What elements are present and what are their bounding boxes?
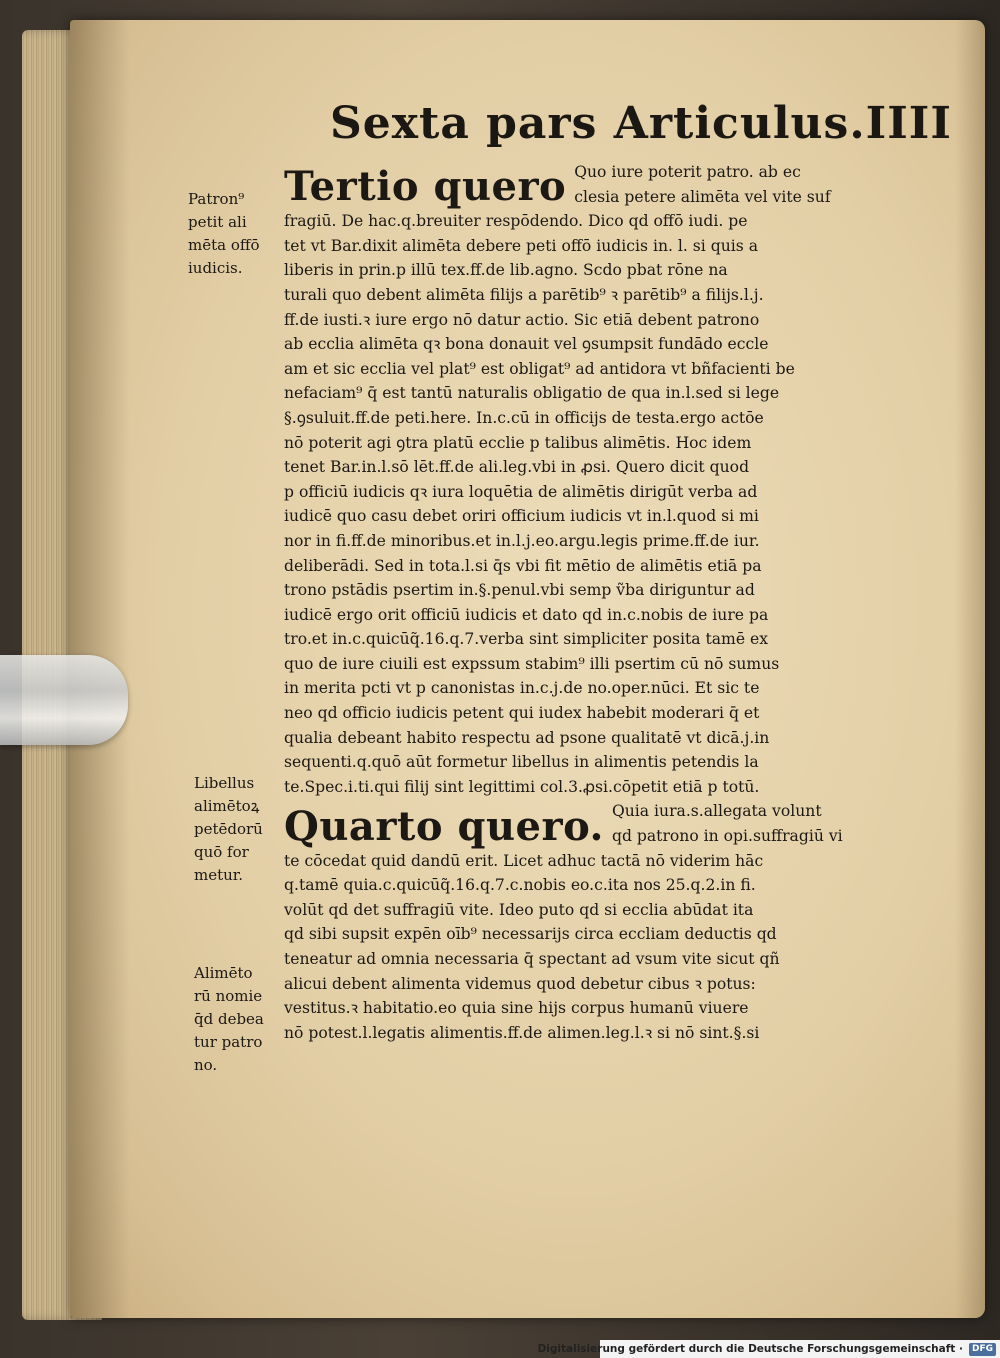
text-line: tenet Bar.in.l.sō lēt.ff.de ali.leg.vbi in ꝓsi. Quero dicit quod — [284, 458, 750, 477]
margin-note-patronus — [188, 188, 288, 280]
text-line: tro.et in.c.quicūq̃.16.q.7.verba sint simpliciter posita tamē ex — [284, 630, 769, 649]
text-line: iudicē ergo orit officiū iudicis et dato qd in.c.nobis de iure pa — [284, 605, 769, 624]
margin-note-alimentorum — [194, 962, 294, 1077]
text-line: te.Spec.i.ti.qui filij sint legittimi col.3.ꝓsi.cōpetit etiā p totū. — [284, 777, 760, 796]
margin-note-line: petēdorū — [194, 820, 263, 838]
text-line: ff.de iusti.ꝛ iure ergo nō datur actio. Sic etiā debent patrono — [284, 310, 760, 329]
margin-note-line: rū nomie — [194, 987, 263, 1005]
text-line: clesia petere alimēta vel vite suf — [574, 187, 831, 206]
page-clip — [0, 655, 128, 745]
text-line: iudicē quo casu debet oriri officium iudicis vt in.l.quod si mi — [284, 507, 759, 526]
margin-note-line: Alimēto — [194, 964, 253, 982]
margin-note-line: quō for — [194, 843, 249, 861]
text-line: nor in fi.ff.de minoribus.et in.l.j.eo.argu.legis prime.ff.de iur. — [284, 531, 760, 550]
section4-opening — [284, 799, 909, 848]
section4-side-lines — [612, 799, 843, 848]
text-line: Quia iura.s.allegata volunt — [611, 802, 822, 821]
section4-initial: Quarto quero. — [284, 802, 604, 850]
text-line: tet vt Bar.dixit alimēta debere peti offō iudicis in. l. si quis a — [284, 236, 759, 255]
text-line: qd sibi supsit expēn oīb⁹ necessarijs circa eccliam deductis qd — [284, 925, 777, 944]
margin-note-line: Libellus — [194, 774, 255, 792]
section3-body — [284, 209, 909, 799]
text-line: p officiū iudicis qꝛ iura loquētia de alimētis dirigūt verba ad — [284, 482, 758, 501]
text-line: nō potest.l.legatis alimentis.ff.de alimen.leg.l.ꝛ si nō sint.§.si — [284, 1023, 760, 1042]
section3-opening — [284, 160, 909, 209]
section4-body — [284, 849, 909, 1046]
margin-note-line: metur. — [194, 866, 244, 884]
text-line: fragiū. De hac.q.breuiter respōdendo. Dico qd offō iudi. pe — [284, 212, 748, 231]
section3-initial: Tertio quero — [284, 163, 567, 211]
text-line: volūt qd det suffragiū vite. Ideo puto qd si ecclia abūdat ita — [284, 900, 754, 919]
dfg-logo: DFG — [969, 1343, 996, 1356]
text-line: q.tamē quia.c.quicūq̃.16.q.7.c.nobis eo.c.ita nos 25.q.2.in fi. — [284, 876, 756, 895]
text-line: liberis in prin.p illū tex.ff.de lib.agno. Scdo pbat rōne na — [284, 261, 728, 280]
main-text-column — [284, 160, 909, 1120]
text-line: §.ꝯsuluit.ff.de peti.here. In.c.cū in officijs de testa.ergo actōe — [284, 408, 764, 427]
text-line: ab ecclia alimēta qꝛ bona donauit vel ꝯsumpsit fundādo eccle — [284, 335, 769, 354]
text-line: nefaciam⁹ q̄ est tantū naturalis obligatio de qua in.l.sed si lege — [284, 384, 780, 403]
margin-note-line: mēta offō — [188, 236, 260, 254]
margin-note-line: alimētoꝝ — [194, 797, 260, 815]
text-line: neo qd officio iudicis petent qui iudex habebit moderari q̄ et — [284, 704, 760, 723]
text-line: nō poterit agi ꝯtra platū ecclie p talibus alimētis. Hoc idem — [284, 433, 752, 452]
margin-note-line: petit ali — [188, 213, 247, 231]
text-line: alicui debent alimenta videmus quod debetur cibus ꝛ potus: — [284, 974, 756, 993]
text-line: teneatur ad omnia necessaria q̄ spectant ad vsum vite sicut qñ — [284, 950, 780, 968]
footer-credit: Digitalisierung gefördert durch die Deutsche Forschungsgemeinschaft · — [537, 1343, 963, 1355]
text-line: quo de iure ciuili est expssum stabim⁹ illi psertim cū nō sumus — [284, 654, 780, 673]
digitization-footer — [537, 1340, 1000, 1358]
margin-note-line: q̄d debea — [194, 1010, 264, 1028]
section3-side-lines — [574, 160, 830, 209]
text-line: am et sic ecclia vel plat⁹ est obligat⁹ ad antidora vt bñfacienti be — [284, 359, 795, 378]
text-line: turali quo debent alimēta filijs a parētib⁹ ꝛ parētib⁹ a filijs.l.j. — [284, 285, 764, 304]
margin-note-line: tur patro — [194, 1033, 263, 1051]
text-line: Quo iure poterit patro. ab ec — [574, 163, 801, 181]
text-line: qd patrono in opi.suffragiū vi — [611, 827, 843, 846]
running-heading: Sexta pars Articulus.IIII — [330, 98, 952, 149]
text-line: te cōcedat quid dandū erit. Licet adhuc tactā nō viderim hāc — [284, 851, 764, 870]
margin-note-libellus — [194, 772, 294, 887]
text-line: deliberādi. Sed in tota.l.si q̄s vbi fit mētio de alimētis etiā pa — [284, 556, 762, 575]
margin-note-line: no. — [194, 1056, 218, 1074]
margin-note-line: iudicis. — [188, 259, 243, 277]
text-line: sequenti.q.quō aūt formetur libellus in alimentis petendis la — [284, 753, 759, 772]
text-line: qualia debeant habito respectu ad psone qualitatē vt dicā.j.in — [284, 728, 770, 747]
text-line: trono pstādis psertim in.§.penul.vbi semp ṽba diriguntur ad — [284, 581, 755, 600]
page-right-edge — [955, 20, 985, 1318]
margin-note-line: Patron⁹ — [188, 190, 245, 208]
text-line: vestitus.ꝛ habitatio.eo quia sine hijs corpus humanū viuere — [284, 999, 749, 1018]
text-line: in merita pcti vt p canonistas in.c.j.de no.oper.nūci. Et sic te — [284, 679, 760, 698]
